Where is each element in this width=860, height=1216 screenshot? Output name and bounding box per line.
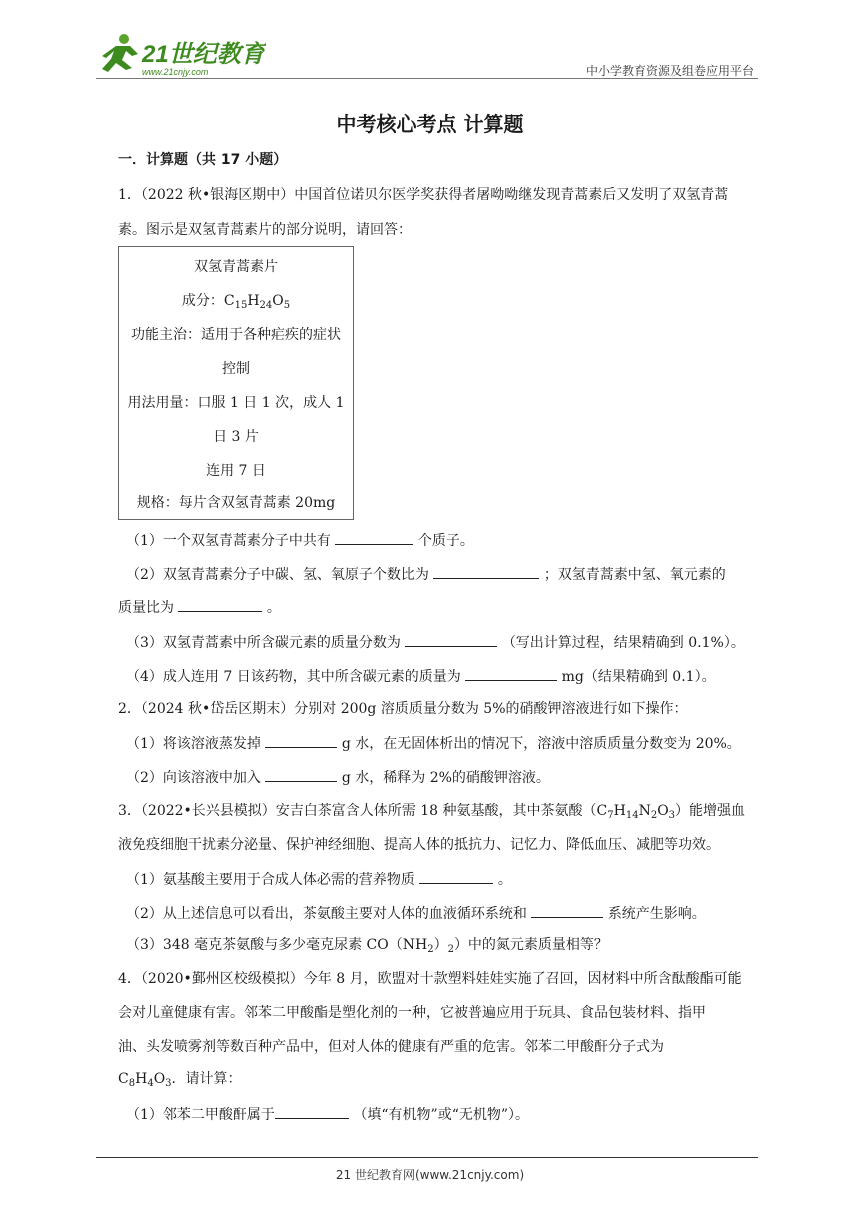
question-1-part-2: （2）双氢青蒿素分子中碳、氢、氧原子个数比为 ；双氢青蒿素中氢、氧元素的: [126, 564, 726, 585]
question-2-line-1: 2．（2024 秋•岱岳区期末）分别对 200g 溶质质量分数为 5%的硝酸钾溶液进行如下操作：: [118, 701, 688, 717]
question-3-part-2: （2）从上述信息可以看出，茶氨酸主要对人体的血液循环系统和 系统产生影响。: [126, 903, 706, 924]
question-1-line-2: 素。图示是双氢青蒿素片的部分说明，请回答：: [118, 222, 412, 238]
question-1-line-1: 1．（2022 秋•银海区期中）中国首位诺贝尔医学奖获得者屠呦呦继发现青蒿素后又发明了双氢青蒿: [118, 187, 729, 203]
platform-tagline: 中小学教育资源及组卷应用平台: [585, 64, 754, 78]
box-line: 功能主治：适用于各种疟疾的症状: [131, 327, 341, 343]
box-line: 规格：每片含双氢青蒿素 20mg: [136, 495, 336, 511]
answer-blank[interactable]: [275, 1104, 349, 1119]
answer-blank[interactable]: [265, 767, 337, 782]
answer-blank[interactable]: [465, 666, 557, 681]
page-title: 中考核心考点 计算题: [336, 112, 524, 136]
box-line: 连用 7 日: [206, 463, 266, 479]
question-1-part-2-cont: 质量比为 。: [118, 597, 281, 618]
header-divider: [96, 78, 758, 79]
svg-text:www.21cnjy.com: www.21cnjy.com: [142, 67, 209, 77]
question-3-line-2: 液免疫细胞干扰素分泌量、保护神经细胞、提高人体的抵抗力、记忆力、降低血压、减肥等功效。: [118, 837, 720, 853]
drug-label-box: [118, 246, 354, 520]
footer-divider: [96, 1157, 758, 1158]
question-4-line-1: 4．（2020•鄞州区校级模拟）今年 8 月，欧盟对十款塑料娃娃实施了召回，因材料中所含酞酸酯可能: [118, 971, 742, 987]
answer-blank[interactable]: [531, 903, 603, 918]
svg-text:21世纪教育: 21世纪教育: [142, 41, 265, 68]
box-line: 双氢青蒿素片: [194, 259, 278, 275]
section-heading: 一．计算题（共 17 小题）: [118, 152, 288, 168]
question-4-line-4: $C_8H_4O_3$．请计算：: [118, 1071, 242, 1089]
question-1-part-4: （4）成人连用 7 日该药物，其中所含碳元素的质量为 mg（结果精确到 0.1）。: [126, 666, 716, 687]
question-1-part-3: （3）双氢青蒿素中所含碳元素的质量分数为 （写出计算过程，结果精确到 0.1%）。: [126, 632, 745, 653]
question-3-part-1: （1）氨基酸主要用于合成人体必需的营养物质 。: [126, 869, 512, 890]
answer-blank[interactable]: [335, 530, 413, 545]
box-line: 日 3 片: [213, 429, 259, 445]
logo: [96, 32, 266, 78]
question-3-part-3: （3）348 毫克茶氨酸与多少毫克尿素 $CO(NH_2)_2$）中的氮元素质量相等？: [126, 937, 608, 955]
running-man-icon: [102, 34, 138, 72]
answer-blank[interactable]: [178, 597, 262, 612]
page-footer: 21 世纪教育网(www.21cnjy.com): [335, 1168, 525, 1182]
question-3-line-1: 3．（2022•长兴县模拟）安吉白茶富含人体所需 18 种氨基酸，其中茶氨酸$(C_7H_{14}N_2O_3)$能增强血: [118, 803, 746, 821]
question-4-line-3: 油、头发喷雾剂等数百种产品中，但对人体的健康有严重的危害。邻苯二甲酸酐分子式为: [118, 1039, 664, 1055]
question-1-part-1: （1）一个双氢青蒿素分子中共有 个质子。: [126, 530, 474, 551]
page-header: [96, 32, 758, 80]
question-2-part-1: （1）将该溶液蒸发掉 g 水，在无固体析出的情况下，溶液中溶质质量分数变为 20%。: [126, 733, 741, 754]
box-line: 成分：$C_{15}H_{24}O_5$: [181, 293, 291, 311]
answer-blank[interactable]: [265, 733, 337, 748]
answer-blank[interactable]: [433, 564, 539, 579]
answer-blank[interactable]: [405, 632, 497, 647]
box-line: 用法用量：口服 1 日 1 次，成人 1: [127, 395, 345, 411]
box-line: 控制: [222, 361, 250, 377]
question-2-part-2: （2）向该溶液中加入 g 水，稀释为 2%的硝酸钾溶液。: [126, 767, 550, 788]
question-4-line-2: 会对儿童健康有害。邻苯二甲酸酯是塑化剂的一种，它被普遍应用于玩具、食品包装材料、指甲: [118, 1005, 706, 1021]
question-4-part-1: （1）邻苯二甲酸酐属于 （填“有机物”或“无机物”）。: [126, 1104, 529, 1125]
answer-blank[interactable]: [419, 869, 493, 884]
